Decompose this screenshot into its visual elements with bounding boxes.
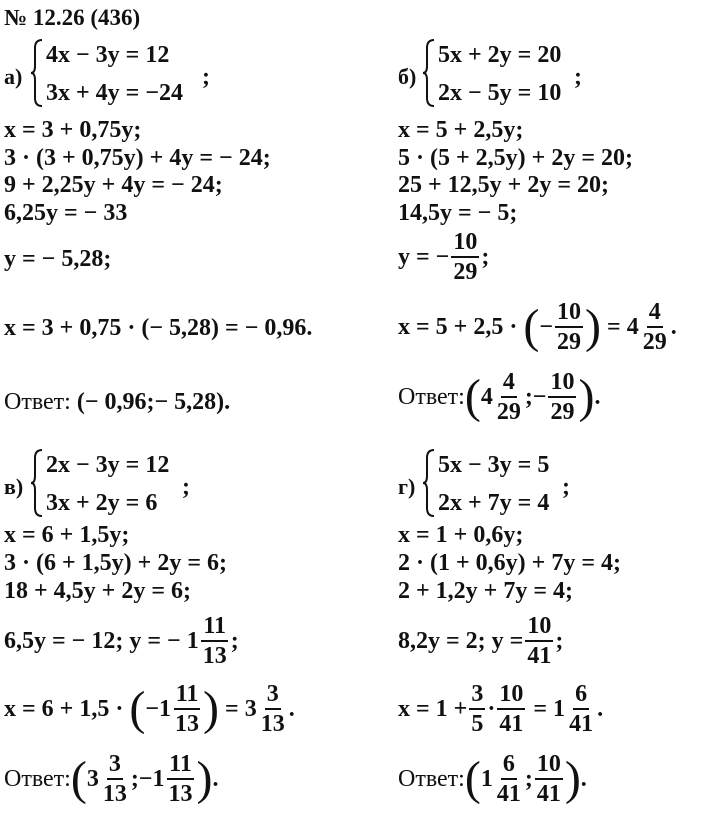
numerator: 11 <box>174 682 201 710</box>
numerator: 10 <box>555 300 583 328</box>
step-line <box>398 614 563 668</box>
fraction <box>469 682 485 736</box>
numerator: 11 <box>201 614 228 642</box>
denominator: 29 <box>557 329 582 355</box>
system-v <box>4 448 224 518</box>
step-line <box>398 300 677 354</box>
denominator: 41 <box>569 711 594 737</box>
expr-text: ;−1 <box>130 766 165 792</box>
equation-2: 3x + 2y = 6 <box>46 490 158 516</box>
expr-text: ; <box>524 766 533 792</box>
denominator: 13 <box>202 643 227 669</box>
answer-label: Ответ: <box>398 384 465 410</box>
numerator: 6 <box>573 682 589 710</box>
equation-1: 5x − 3y = 5 <box>438 452 550 478</box>
numerator: 10 <box>451 230 479 258</box>
expr-text: x = 5 + 2,5 · <box>398 314 518 340</box>
semicolon: ; <box>182 474 190 500</box>
answer-label: Ответ: <box>4 766 71 792</box>
close-paren: ) <box>585 300 602 353</box>
brace-icon <box>30 38 44 108</box>
expr-text: x = 1 + <box>398 696 468 722</box>
close-paren: ) <box>196 752 213 805</box>
step-line: x = 5 + 2,5y; <box>398 117 524 143</box>
step-line: 3 · (3 + 0,75y) + 4y = − 24; <box>4 145 271 171</box>
step-line: x = 1 + 0,6y; <box>398 522 524 548</box>
numerator: 10 <box>525 614 553 642</box>
part-label-g: г) <box>398 474 416 499</box>
denominator: 29 <box>550 399 575 425</box>
brace-icon <box>30 448 44 518</box>
expr-text: ;− <box>524 384 547 410</box>
expr-text: · <box>487 696 496 722</box>
close-paren: ) <box>578 370 595 423</box>
open-paren: ( <box>70 752 87 805</box>
fraction <box>641 300 669 354</box>
system-g <box>398 448 618 518</box>
answer-label: Ответ: <box>398 766 465 792</box>
step-line: 9 + 2,25y + 4y = − 24; <box>4 172 223 198</box>
step-line <box>398 682 603 736</box>
fraction <box>548 370 576 424</box>
expr-text: . <box>670 314 677 340</box>
step-line <box>4 614 239 668</box>
semicolon: ; <box>202 64 210 90</box>
fraction <box>555 300 583 354</box>
fraction <box>495 752 523 806</box>
numerator: 3 <box>469 682 485 710</box>
system-a <box>4 38 224 108</box>
semicolon: ; <box>574 64 582 90</box>
answer-a <box>4 390 230 414</box>
answer-label: Ответ: <box>4 389 71 415</box>
expr-text: 8,2y = 2; y = <box>398 628 524 654</box>
semicolon: ; <box>562 474 570 500</box>
denominator: 5 <box>471 711 484 737</box>
step-line: 18 + 4,5y + 2y = 6; <box>4 578 192 604</box>
open-paren: ( <box>464 370 481 423</box>
expr-text: = 3 <box>225 696 257 722</box>
fraction <box>497 682 525 736</box>
expr-text: . <box>594 384 601 410</box>
step-line: x = 6 + 1,5y; <box>4 522 130 548</box>
step-line <box>398 230 489 284</box>
equation-2: 2x + 7y = 4 <box>438 490 550 516</box>
open-paren: ( <box>129 682 146 735</box>
expr-text: 3 <box>86 766 99 792</box>
equation-1: 2x − 3y = 12 <box>46 452 170 478</box>
fraction <box>166 752 194 806</box>
numerator: 11 <box>167 752 194 780</box>
numerator: 10 <box>548 370 576 398</box>
expr-text: 4 <box>480 384 493 410</box>
close-paren: ) <box>203 682 220 735</box>
denominator: 29 <box>453 259 478 285</box>
step-line: x = 3 + 0,75y; <box>4 117 142 143</box>
answer-g <box>398 752 587 806</box>
fraction <box>525 614 553 668</box>
step-line: 2 + 1,2y + 7y = 4; <box>398 578 574 604</box>
fraction <box>535 752 563 806</box>
expr-text: ; <box>555 628 564 654</box>
answer-b <box>398 370 600 424</box>
expr-text: = 4 <box>607 314 639 340</box>
numerator: 3 <box>265 682 281 710</box>
step-line: y = − 5,28; <box>4 246 112 272</box>
denominator: 41 <box>499 711 524 737</box>
fraction <box>567 682 595 736</box>
equation-1: 4x − 3y = 12 <box>46 42 170 68</box>
close-paren: ) <box>564 752 581 805</box>
denominator: 41 <box>527 643 552 669</box>
step-line: 6,25y = − 33 <box>4 200 128 226</box>
step-line: 25 + 12,5y + 2y = 20; <box>398 172 610 198</box>
equation-1: 5x + 2y = 20 <box>438 42 562 68</box>
denominator: 41 <box>496 781 521 807</box>
denominator: 13 <box>168 781 193 807</box>
denominator: 29 <box>642 329 667 355</box>
step-line: 2 · (1 + 0,6y) + 7y = 4; <box>398 550 622 576</box>
equation-2: 3x + 4y = −24 <box>46 80 184 106</box>
expr-text: . <box>212 766 219 792</box>
expr-text: − <box>539 314 554 340</box>
fraction <box>101 752 129 806</box>
expr-text: . <box>597 696 604 722</box>
part-label-a: а) <box>4 64 23 89</box>
problem-number: № 12.26 (436) <box>4 5 141 30</box>
answer-v <box>4 752 218 806</box>
expr-text: 6,5y = − 12; y = − 1 <box>4 628 199 654</box>
numerator: 4 <box>501 370 517 398</box>
brace-icon <box>422 38 436 108</box>
fraction <box>259 682 287 736</box>
numerator: 10 <box>497 682 525 710</box>
system-b <box>398 38 618 108</box>
part-label-b: б) <box>398 64 417 89</box>
open-paren: ( <box>464 752 481 805</box>
part-label-v: в) <box>4 474 24 499</box>
equation-2: 2x − 5y = 10 <box>438 80 562 106</box>
step-line: 5 · (5 + 2,5y) + 2y = 20; <box>398 145 634 171</box>
fraction <box>451 230 479 284</box>
numerator: 4 <box>647 300 663 328</box>
expr-text: ; <box>481 244 490 270</box>
fraction <box>201 614 229 668</box>
denominator: 41 <box>536 781 561 807</box>
numerator: 3 <box>107 752 123 780</box>
denominator: 13 <box>260 711 285 737</box>
denominator: 29 <box>496 399 521 425</box>
expr-text: x = 6 + 1,5 · <box>4 696 124 722</box>
expr-text: ; <box>230 628 239 654</box>
expr-text: = 1 <box>533 696 566 722</box>
fraction <box>495 370 523 424</box>
numerator: 6 <box>501 752 517 780</box>
denominator: 13 <box>102 781 127 807</box>
expr-text: . <box>288 696 295 722</box>
numerator: 10 <box>535 752 563 780</box>
brace-icon <box>422 448 436 518</box>
expr-text: 1 <box>480 766 493 792</box>
answer-value: (− 0,96;− 5,28). <box>76 389 231 415</box>
open-paren: ( <box>523 300 540 353</box>
denominator: 13 <box>175 711 200 737</box>
step-line <box>4 682 295 736</box>
fraction <box>173 682 201 736</box>
step-line: 14,5y = − 5; <box>398 200 518 226</box>
step-line: 3 · (6 + 1,5y) + 2y = 6; <box>4 550 228 576</box>
expr-text: −1 <box>145 696 172 722</box>
expr-text: y = − <box>398 244 450 270</box>
step-line: x = 3 + 0,75 · (− 5,28) = − 0,96. <box>4 315 313 341</box>
expr-text: . <box>580 766 587 792</box>
